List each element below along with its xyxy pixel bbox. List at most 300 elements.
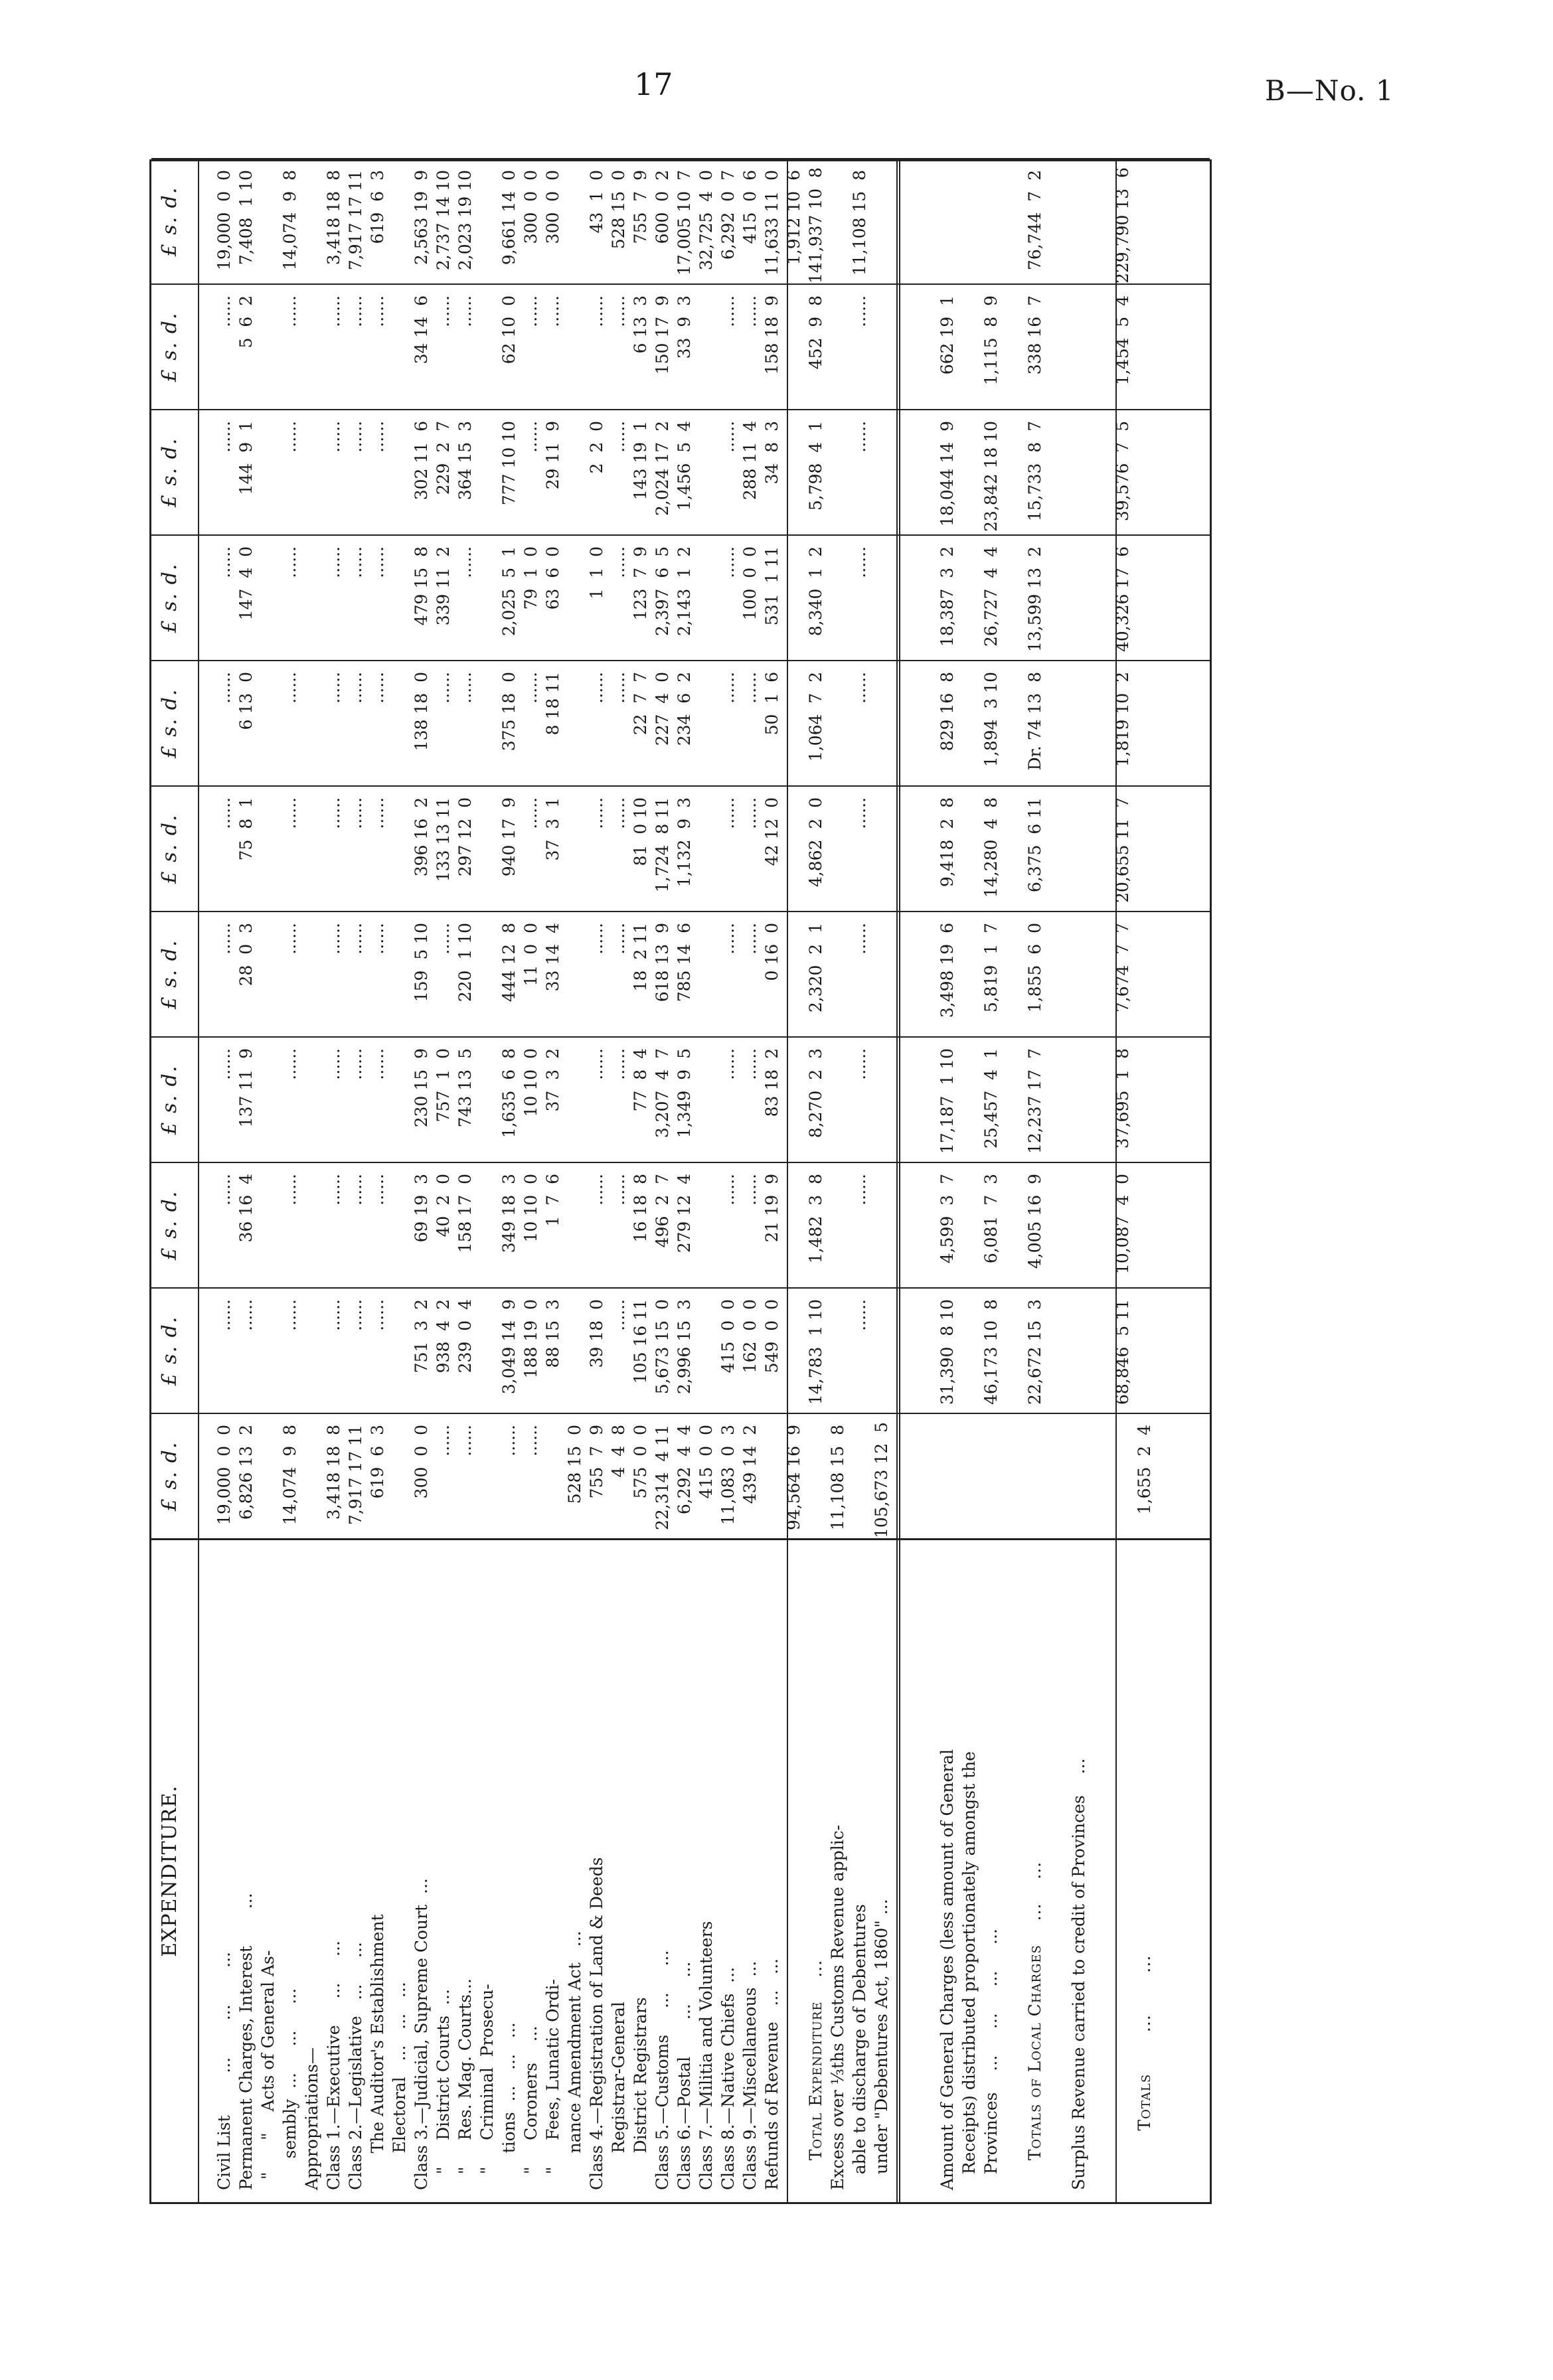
- currency-unit-header: £ s. d.: [158, 437, 181, 508]
- amount-cell: 2,143 1 2: [675, 546, 694, 637]
- amount-cell: 7,408 1 10: [236, 170, 256, 266]
- amount-cell: ......: [718, 672, 738, 704]
- expenditure-table: [149, 159, 1212, 2204]
- amount-cell: 452 9 8: [806, 295, 825, 370]
- amount-cell: ......: [214, 923, 234, 955]
- amount-cell: 94,564 16 9: [784, 1425, 803, 1531]
- amount-cell: 6,292 0 7: [718, 170, 738, 260]
- row-label: Class 6.—Postal ... ...: [675, 1961, 694, 2190]
- amount-cell: 8 18 11: [543, 672, 562, 736]
- amount-cell: 3,207 4 7: [653, 1048, 672, 1139]
- amount-cell: 81 0 10: [631, 797, 650, 866]
- amount-cell: 76,744 7 2: [1025, 170, 1044, 271]
- row-label: Class 2.—Legislative ... ...: [346, 1942, 365, 2190]
- amount-cell: ......: [609, 1048, 628, 1080]
- row-label: Class 7.—Militia and Volunteers: [696, 1921, 716, 2190]
- amount-cell: 123 7 9: [631, 546, 650, 621]
- amount-cell: 415 0 0: [718, 1299, 738, 1374]
- row-label: Receipts) distributed proportionately amongst the: [959, 1751, 979, 2190]
- amount-cell: 1 1 0: [587, 546, 606, 599]
- amount-cell: 1,132 9 3: [675, 797, 694, 888]
- amount-cell: 415 0 6: [740, 170, 760, 244]
- amount-cell: 11 0 0: [521, 923, 540, 987]
- amount-cell: 1,454 5 4: [1113, 295, 1132, 386]
- row-label: Class 3.—Judicial, Supreme Court ...: [412, 1878, 431, 2190]
- amount-cell: ......: [850, 546, 869, 578]
- amount-cell: ......: [280, 1048, 299, 1080]
- amount-cell: 18,044 14 9: [938, 421, 957, 527]
- amount-cell: ......: [609, 421, 628, 453]
- amount-cell: 8,270 2 3: [806, 1048, 825, 1139]
- amount-cell: 300 0 0: [521, 170, 540, 244]
- row-label: " " Acts of General As-: [258, 1950, 278, 2190]
- amount-cell: 18,387 3 2: [938, 546, 957, 647]
- amount-cell: ......: [740, 923, 760, 955]
- amount-cell: 479 15 8: [412, 546, 431, 626]
- amount-cell: 415 0 0: [696, 1425, 716, 1499]
- amount-column: [151, 409, 1210, 534]
- amount-cell: ......: [609, 546, 628, 578]
- amount-cell: 6,292 4 4: [675, 1425, 694, 1515]
- amount-cell: 4,005 16 9: [1025, 1174, 1044, 1269]
- amount-cell: 496 2 7: [653, 1174, 672, 1248]
- amount-cell: ......: [214, 1174, 234, 1206]
- amount-cell: ......: [455, 672, 475, 704]
- amount-cell: 11,633 11 0: [762, 170, 781, 276]
- amount-cell: 12,237 17 7: [1025, 1048, 1044, 1154]
- amount-cell: 9,661 14 0: [499, 170, 519, 266]
- amount-cell: 42 12 0: [762, 797, 781, 866]
- amount-cell: 300 0 0: [543, 170, 562, 244]
- amount-cell: 3,049 14 9: [499, 1299, 519, 1395]
- amount-cell: ......: [346, 1299, 365, 1331]
- amount-cell: 3,418 18 8: [324, 1425, 343, 1520]
- amount-cell: 5,798 4 1: [806, 421, 825, 511]
- amount-cell: 75 8 1: [236, 797, 256, 861]
- row-label: Amount of General Charges (less amount of General: [938, 1749, 957, 2190]
- amount-cell: ......: [368, 1048, 387, 1080]
- row-label: [916, 1540, 936, 2202]
- amount-cell: ......: [214, 797, 234, 829]
- amount-cell: 549 0 0: [762, 1299, 781, 1374]
- amount-cell: 600 0 2: [653, 170, 672, 244]
- amount-cell: 39,576 7 5: [1113, 421, 1132, 522]
- amount-cell: 1,635 6 8: [499, 1048, 519, 1139]
- currency-unit-header: £ s. d.: [158, 1190, 181, 1261]
- amount-cell: 6,826 13 2: [236, 1425, 256, 1520]
- amount-column: [151, 1036, 1210, 1162]
- amount-cell: ......: [718, 1174, 738, 1206]
- amount-cell: 940 17 9: [499, 797, 519, 877]
- amount-cell: 79 1 0: [521, 546, 540, 610]
- amount-cell: 13,599 13 2: [1025, 546, 1044, 653]
- row-label: [1047, 1540, 1067, 2202]
- amount-cell: ......: [368, 421, 387, 453]
- amount-cell: 9,418 2 8: [938, 797, 957, 888]
- amount-cell: 83 18 2: [762, 1048, 781, 1117]
- amount-cell: 43 1 0: [587, 170, 606, 234]
- amount-cell: 1,819 10 2: [1113, 672, 1132, 767]
- currency-unit-header: £ s. d.: [158, 1064, 181, 1135]
- amount-cell: ......: [455, 546, 475, 578]
- amount-cell: 138 18 0: [412, 672, 431, 752]
- amount-cell: 338 16 7: [1025, 295, 1044, 375]
- amount-cell: 22,672 15 3: [1025, 1299, 1044, 1405]
- amount-cell: ......: [609, 1299, 628, 1331]
- amount-cell: ......: [214, 421, 234, 453]
- amount-cell: ......: [499, 1425, 519, 1457]
- row-label: [1091, 1540, 1111, 2202]
- row-label: Permanent Charges, Interest ...: [236, 1893, 256, 2190]
- amount-cell: ......: [324, 1174, 343, 1206]
- amount-cell: 1,855 6 0: [1025, 923, 1044, 1013]
- amount-cell: ......: [850, 923, 869, 955]
- row-label: Excess over ⅓ths Customs Revenue applic-: [828, 1824, 847, 2190]
- amount-cell: 31,390 8 10: [938, 1299, 957, 1405]
- currency-unit-header: £ s. d.: [158, 562, 181, 633]
- amount-cell: 69 19 3: [412, 1174, 431, 1243]
- rule-line: [1115, 161, 1117, 2202]
- amount-cell: 7,674 7 7: [1113, 923, 1132, 1013]
- amount-cell: ......: [368, 546, 387, 578]
- amount-cell: 14,074 9 8: [280, 1425, 299, 1526]
- row-label: Refunds of Revenue ... ...: [762, 1958, 781, 2190]
- currency-unit-header: £ s. d.: [158, 186, 181, 257]
- amount-cell: ......: [368, 923, 387, 955]
- amount-cell: ......: [609, 797, 628, 829]
- amount-cell: 2,320 2 1: [806, 923, 825, 1013]
- amount-cell: 22 7 7: [631, 672, 650, 736]
- amount-cell: 11,108 15 8: [850, 170, 869, 276]
- amount-cell: 10 10 0: [521, 1048, 540, 1117]
- amount-cell: ......: [324, 1299, 343, 1331]
- amount-cell: 349 18 3: [499, 1174, 519, 1253]
- rule-line: [198, 161, 199, 2202]
- amount-cell: ......: [214, 1299, 234, 1331]
- amount-cell: 46,173 10 8: [981, 1299, 1001, 1405]
- amount-cell: 105 16 11: [631, 1299, 650, 1384]
- currency-unit-header: £ s. d.: [158, 1315, 181, 1386]
- row-label: " District Courts ...: [434, 1989, 453, 2190]
- amount-cell: 19,000 0 0: [214, 1425, 234, 1526]
- amount-cell: 34 14 6: [412, 295, 431, 364]
- amount-cell: ......: [718, 1048, 738, 1080]
- row-label: Appropriations—: [302, 2047, 321, 2190]
- amount-column: [151, 1413, 1210, 1538]
- amount-cell: 14,074 9 8: [280, 170, 299, 271]
- amount-column: [151, 283, 1210, 409]
- amount-cell: 1,655 2 4: [1135, 1425, 1154, 1515]
- amount-cell: 1,456 5 4: [675, 421, 694, 511]
- amount-cell: 220 1 10: [455, 923, 475, 1002]
- amount-cell: ......: [740, 295, 760, 327]
- amount-cell: 2,397 6 5: [653, 546, 672, 637]
- amount-cell: 239 0 4: [455, 1299, 475, 1374]
- amount-cell: ......: [609, 672, 628, 704]
- amount-cell: 137 11 9: [236, 1048, 256, 1128]
- amount-cell: 17,187 1 10: [938, 1048, 957, 1154]
- amount-cell: ......: [587, 672, 606, 704]
- amount-cell: 375 18 0: [499, 672, 519, 752]
- amount-cell: 150 17 9: [653, 295, 672, 375]
- table-header: EXPENDITURE.: [158, 1785, 181, 1957]
- amount-cell: 229 2 7: [434, 421, 453, 495]
- amount-cell: 2,996 15 3: [675, 1299, 694, 1395]
- amount-cell: 5 6 2: [236, 295, 256, 349]
- amount-cell: ......: [346, 421, 365, 453]
- row-label: Electoral ... ... ...: [390, 1982, 409, 2190]
- row-label: tions ... ... ...: [499, 2022, 519, 2190]
- amount-cell: 3,498 19 6: [938, 923, 957, 1018]
- row-label: Total Expenditure ...: [806, 1959, 825, 2190]
- amount-cell: ......: [850, 421, 869, 453]
- amount-cell: ......: [434, 672, 453, 704]
- amount-cell: 6,081 7 3: [981, 1174, 1001, 1264]
- amount-cell: 4,599 3 7: [938, 1174, 957, 1264]
- amount-cell: ......: [346, 1174, 365, 1206]
- amount-cell: 23,842 18 10: [981, 421, 1001, 532]
- amount-cell: ......: [740, 797, 760, 829]
- amount-cell: ......: [434, 923, 453, 955]
- amount-cell: 6 13 3: [631, 295, 650, 354]
- amount-cell: ......: [324, 546, 343, 578]
- amount-cell: 37 3 2: [543, 1048, 562, 1112]
- amount-cell: 40 2 0: [434, 1174, 453, 1237]
- amount-cell: 751 3 2: [412, 1299, 431, 1374]
- amount-cell: ......: [280, 1299, 299, 1331]
- amount-cell: 2,023 19 10: [455, 170, 475, 271]
- currency-unit-header: £ s. d.: [158, 311, 181, 382]
- amount-cell: 15,733 8 7: [1025, 421, 1044, 522]
- amount-cell: 618 13 9: [653, 923, 672, 1002]
- amount-cell: ......: [280, 546, 299, 578]
- amount-cell: 7,917 17 11: [346, 1425, 365, 1526]
- amount-cell: ......: [214, 1048, 234, 1080]
- amount-cell: ......: [609, 1174, 628, 1206]
- amount-cell: 662 19 1: [938, 295, 957, 375]
- row-label: Class 5.—Customs ... ...: [653, 1950, 672, 2190]
- amount-cell: ......: [346, 546, 365, 578]
- amount-cell: 227 4 0: [653, 672, 672, 746]
- amount-cell: 11,083 0 3: [718, 1425, 738, 1526]
- amount-cell: 100 0 0: [740, 546, 760, 621]
- amount-cell: 63 6 0: [543, 546, 562, 610]
- currency-unit-header: £ s. d.: [158, 939, 181, 1010]
- amount-cell: ......: [324, 421, 343, 453]
- amount-cell: 528 15 0: [565, 1425, 584, 1504]
- page-number: 17: [634, 66, 673, 102]
- amount-cell: 528 15 0: [609, 170, 628, 250]
- amount-cell: 1,064 7 2: [806, 672, 825, 762]
- amount-cell: ......: [280, 923, 299, 955]
- amount-cell: ......: [455, 1425, 475, 1457]
- row-label: [1003, 1540, 1023, 2202]
- row-label: The Auditor's Establishment: [368, 1914, 387, 2190]
- row-label: Surplus Revenue carried to credit of Provinces ...: [1069, 1758, 1088, 2190]
- amount-cell: ......: [368, 672, 387, 704]
- amount-cell: 1,912 10 6: [784, 170, 803, 266]
- amount-cell: ......: [718, 923, 738, 955]
- amount-cell: ......: [455, 295, 475, 327]
- amount-cell: 297 12 0: [455, 797, 475, 877]
- amount-cell: 757 1 0: [434, 1048, 453, 1123]
- amount-cell: ......: [346, 1048, 365, 1080]
- amount-cell: 7,917 17 11: [346, 170, 365, 271]
- amount-cell: 1,482 3 8: [806, 1174, 825, 1264]
- amount-cell: ......: [521, 1425, 540, 1457]
- row-label: Class 8.—Native Chiefs ...: [718, 1966, 738, 2190]
- row-label: " Coroners ...: [521, 2025, 540, 2190]
- amount-cell: ......: [740, 1048, 760, 1080]
- amount-cell: ......: [280, 672, 299, 704]
- amount-cell: 339 11 2: [434, 546, 453, 626]
- amount-cell: 36 16 4: [236, 1174, 256, 1243]
- amount-cell: 50 1 6: [762, 672, 781, 736]
- rotated-table-wrapper: [149, 159, 1212, 2204]
- amount-cell: 133 13 11: [434, 797, 453, 882]
- amount-cell: ......: [214, 672, 234, 704]
- amount-cell: 2,737 14 10: [434, 170, 453, 271]
- amount-cell: ......: [521, 421, 540, 453]
- amount-cell: 25,457 4 1: [981, 1048, 1001, 1149]
- amount-cell: ......: [434, 295, 453, 327]
- amount-cell: ......: [718, 797, 738, 829]
- amount-cell: 16 18 8: [631, 1174, 650, 1243]
- amount-cell: ......: [850, 1048, 869, 1080]
- amount-cell: 105,673 12 5: [872, 1422, 891, 1538]
- amount-cell: 29 11 9: [543, 421, 562, 490]
- amount-cell: 2,563 19 9: [412, 170, 431, 266]
- amount-cell: 5,673 15 0: [653, 1299, 672, 1395]
- amount-cell: 1,724 8 11: [653, 797, 672, 893]
- amount-cell: Dr. 74 13 8: [1025, 672, 1044, 771]
- amount-cell: ......: [587, 1048, 606, 1080]
- amount-cell: 14,280 4 8: [981, 797, 1001, 898]
- amount-cell: ......: [850, 672, 869, 704]
- amount-cell: 14,783 1 10: [806, 1299, 825, 1405]
- amount-cell: ......: [280, 421, 299, 453]
- row-label: sembly ... ... ...: [280, 1988, 299, 2190]
- amount-cell: 6,375 6 11: [1025, 797, 1044, 893]
- row-label: District Registrars: [631, 1997, 650, 2190]
- amount-cell: 1,349 9 5: [675, 1048, 694, 1139]
- amount-cell: ......: [587, 295, 606, 327]
- amount-cell: 785 14 6: [675, 923, 694, 1002]
- amount-cell: 37,695 1 8: [1113, 1048, 1132, 1149]
- amount-cell: 829 16 8: [938, 672, 957, 752]
- amount-cell: ......: [346, 797, 365, 829]
- amount-cell: ......: [718, 295, 738, 327]
- row-label: " Criminal Prosecu-: [477, 1984, 497, 2190]
- amount-cell: ......: [346, 923, 365, 955]
- amount-cell: 32,725 4 0: [696, 170, 716, 271]
- amount-cell: 619 6 3: [368, 170, 387, 244]
- amount-cell: 19,000 0 0: [214, 170, 234, 271]
- amount-cell: ......: [368, 1174, 387, 1206]
- amount-cell: 11,108 15 8: [828, 1425, 847, 1531]
- document-reference: B—No. 1: [1265, 74, 1394, 107]
- amount-cell: 439 14 2: [740, 1425, 760, 1504]
- amount-column: [151, 660, 1210, 785]
- amount-cell: 143 19 1: [631, 421, 650, 501]
- row-label: under "Debentures Act, 1860" ...: [872, 1899, 891, 2190]
- amount-cell: 619 6 3: [368, 1425, 387, 1499]
- currency-unit-header: £ s. d.: [158, 688, 181, 759]
- amount-cell: 0 16 0: [762, 923, 781, 981]
- amount-cell: ......: [324, 923, 343, 955]
- amount-cell: 2 2 0: [587, 421, 606, 474]
- amount-cell: 33 9 3: [675, 295, 694, 359]
- amount-cell: ......: [434, 1425, 453, 1457]
- row-label: " Fees, Lunatic Ordi-: [543, 1979, 562, 2190]
- amount-cell: ......: [740, 1174, 760, 1206]
- amount-cell: 234 6 2: [675, 672, 694, 746]
- amount-cell: 62 10 0: [499, 295, 519, 364]
- amount-column: [151, 1287, 1210, 1413]
- amount-cell: 288 11 4: [740, 421, 760, 501]
- row-label: Class 9.—Miscellaneous ...: [740, 1960, 760, 2190]
- amount-cell: 743 13 5: [455, 1048, 475, 1128]
- amount-cell: ......: [850, 1299, 869, 1331]
- amount-cell: 4 4 8: [609, 1425, 628, 1478]
- amount-cell: ......: [718, 421, 738, 453]
- amount-cell: 34 8 3: [762, 421, 781, 485]
- amount-cell: ......: [280, 295, 299, 327]
- amount-cell: 777 10 10: [499, 421, 519, 506]
- amount-cell: 144 9 1: [236, 421, 256, 495]
- amount-cell: 444 12 8: [499, 923, 519, 1002]
- amount-cell: 39 18 0: [587, 1299, 606, 1368]
- amount-cell: 279 12 4: [675, 1174, 694, 1253]
- amount-cell: 22,314 4 11: [653, 1425, 672, 1531]
- amount-cell: 68,846 5 11: [1113, 1299, 1132, 1405]
- amount-cell: 531 1 11: [762, 546, 781, 626]
- amount-cell: ......: [280, 797, 299, 829]
- amount-cell: 188 19 0: [521, 1299, 540, 1379]
- amount-column: [151, 1162, 1210, 1287]
- row-label: Totals of Local Charges ... ...: [1025, 1861, 1044, 2190]
- row-label: nance Amendment Act ...: [565, 1931, 584, 2190]
- amount-cell: 2,025 5 1: [499, 546, 519, 637]
- amount-cell: ......: [214, 295, 234, 327]
- amount-cell: ......: [346, 295, 365, 327]
- amount-cell: ......: [368, 295, 387, 327]
- amount-cell: ......: [850, 1174, 869, 1206]
- amount-cell: 88 15 3: [543, 1299, 562, 1368]
- amount-cell: 37 3 1: [543, 797, 562, 861]
- amount-cell: 755 7 9: [587, 1425, 606, 1499]
- amount-cell: 28 0 3: [236, 923, 256, 987]
- amount-cell: 162 0 0: [740, 1299, 760, 1374]
- amount-cell: 8,340 1 2: [806, 546, 825, 637]
- currency-unit-header: £ s. d.: [158, 1441, 181, 1512]
- amount-cell: 1,115 8 9: [981, 295, 1001, 386]
- amount-cell: 1,894 3 10: [981, 672, 1001, 767]
- amount-cell: 575 0 0: [631, 1425, 650, 1499]
- amount-cell: ......: [346, 672, 365, 704]
- row-label: Class 4.—Registration of Land & Deeds: [587, 1857, 606, 2190]
- label-column: [151, 1538, 1210, 2202]
- amount-cell: ......: [521, 672, 540, 704]
- amount-cell: ......: [324, 1048, 343, 1080]
- amount-cell: 10 10 0: [521, 1174, 540, 1243]
- amount-cell: ......: [368, 1299, 387, 1331]
- amount-cell: ......: [609, 295, 628, 327]
- amount-cell: 21 19 9: [762, 1174, 781, 1243]
- amount-cell: ......: [521, 797, 540, 829]
- amount-cell: ......: [368, 797, 387, 829]
- row-label: Registrar-General: [609, 2002, 628, 2190]
